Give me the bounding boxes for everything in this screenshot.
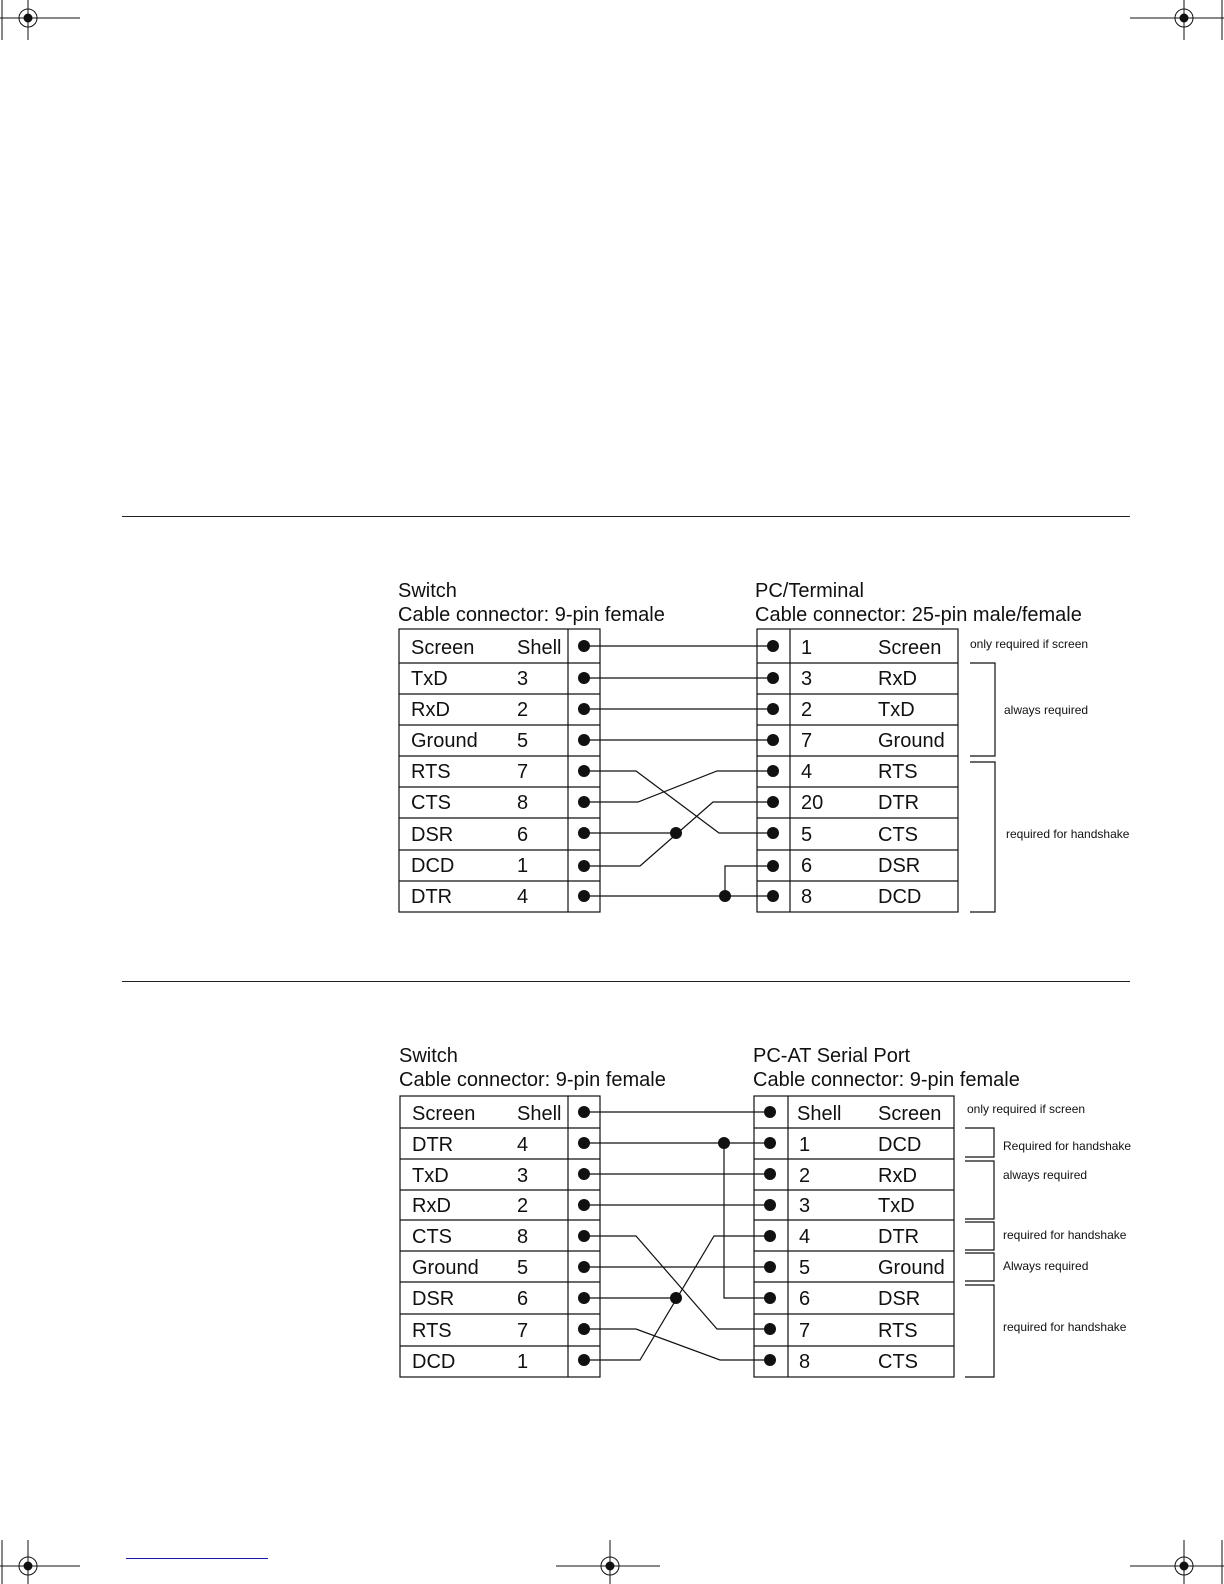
crosshair-icon	[0, 0, 80, 40]
note-brackets	[965, 1128, 994, 1377]
left-signal: DTR	[412, 1134, 454, 1156]
left-pin: 1	[517, 855, 529, 877]
right-pin: 8	[799, 1351, 811, 1373]
left-pin: 4	[517, 886, 529, 908]
wiring-diagram-2	[0, 1085, 1224, 1385]
left-signal: DSR	[411, 824, 454, 846]
right-signal: DSR	[878, 855, 921, 877]
note-label: required for handshake	[1003, 1320, 1127, 1334]
left-pin: 3	[517, 1165, 529, 1187]
section-rule	[122, 516, 1130, 517]
left-pin: 6	[517, 1288, 529, 1310]
right-signal: DCD	[878, 886, 922, 908]
right-pin: 6	[799, 1288, 811, 1310]
right-pin: 1	[799, 1134, 811, 1156]
right-signal: TxD	[878, 1195, 915, 1217]
right-pin: 3	[801, 668, 813, 690]
crosshair-icon	[1130, 0, 1224, 40]
left-pin: 7	[517, 761, 529, 783]
left-signal: Screen	[412, 1103, 476, 1125]
left-signal: RxD	[411, 699, 450, 721]
right-pin: 2	[799, 1165, 811, 1187]
left-signal: DCD	[412, 1351, 456, 1373]
right-signal: DCD	[878, 1134, 922, 1156]
diagram1-right-title: PC/Terminal	[755, 580, 864, 602]
left-signal: Ground	[412, 1257, 479, 1279]
left-pin: 2	[517, 699, 529, 721]
left-signal: RxD	[412, 1195, 451, 1217]
right-pin: 20	[801, 792, 824, 814]
right-signal: RxD	[878, 1165, 917, 1187]
left-signal: CTS	[412, 1226, 452, 1248]
right-signal: CTS	[878, 824, 918, 846]
left-signal: RTS	[412, 1320, 452, 1342]
diagram2-left-connector: Cable connector: 9-pin female	[399, 1069, 666, 1091]
crosshair-icon	[0, 1540, 80, 1584]
left-pin: 7	[517, 1320, 529, 1342]
note-label: only required if screen	[970, 637, 1089, 651]
note-label: required for handshake	[1006, 827, 1130, 841]
right-pin: 4	[799, 1226, 811, 1248]
section-rule	[122, 981, 1130, 982]
right-connector-table	[754, 1096, 954, 1377]
left-pin: 4	[517, 1134, 529, 1156]
right-pin: 6	[801, 855, 813, 877]
left-signal: Ground	[411, 730, 478, 752]
wires	[584, 646, 773, 896]
left-signal: TxD	[412, 1165, 449, 1187]
right-signal: RxD	[878, 668, 917, 690]
left-pin: 1	[517, 1351, 529, 1373]
right-signal: DTR	[878, 792, 920, 814]
diagram1-left-connector: Cable connector: 9-pin female	[398, 604, 665, 626]
left-signal: Screen	[411, 637, 475, 659]
left-signal: DSR	[412, 1288, 455, 1310]
crosshair-icon	[1130, 1540, 1224, 1584]
right-pin: 3	[799, 1195, 811, 1217]
right-signal: RTS	[878, 761, 918, 783]
note-label: always required	[1003, 1168, 1088, 1182]
right-signal: Screen	[878, 637, 942, 659]
left-pin: Shell	[517, 637, 562, 659]
left-signal: CTS	[411, 792, 451, 814]
left-pin: Shell	[517, 1103, 562, 1125]
note-label: required for handshake	[1003, 1228, 1127, 1242]
left-pin: 8	[517, 792, 529, 814]
note-label: Always required	[1003, 1259, 1089, 1273]
note-label: Required for handshake	[1003, 1139, 1132, 1153]
right-pin: 2	[801, 699, 813, 721]
left-pin: 2	[517, 1195, 529, 1217]
note-label: only required if screen	[967, 1102, 1086, 1116]
left-signal: RTS	[411, 761, 451, 783]
wiring-diagram-1	[0, 620, 1224, 920]
right-pin: 8	[801, 886, 813, 908]
left-pin: 5	[517, 1257, 529, 1279]
left-pin: 6	[517, 824, 529, 846]
right-signal: Screen	[878, 1103, 942, 1125]
right-pin: 4	[801, 761, 813, 783]
left-signal: DCD	[411, 855, 455, 877]
right-signal: DTR	[878, 1226, 920, 1248]
diagram2-right-title: PC-AT Serial Port	[753, 1045, 911, 1067]
left-signal: TxD	[411, 668, 448, 690]
crosshair-icon	[556, 1540, 660, 1584]
diagram2-right-connector: Cable connector: 9-pin female	[753, 1069, 1020, 1091]
right-pin: 1	[801, 637, 813, 659]
left-pin: 5	[517, 730, 529, 752]
right-connector-table	[757, 629, 958, 912]
left-signal: DTR	[411, 886, 453, 908]
right-signal: RTS	[878, 1320, 918, 1342]
right-pin: Shell	[797, 1103, 842, 1125]
right-pin: 5	[799, 1257, 811, 1279]
link-underline	[126, 1558, 268, 1559]
right-signal: DSR	[878, 1288, 921, 1310]
diagram2-left-title: Switch	[399, 1045, 458, 1067]
left-pin: 8	[517, 1226, 529, 1248]
diagram1-left-title: Switch	[398, 580, 457, 602]
right-signal: Ground	[878, 730, 945, 752]
note-label: always required	[1004, 703, 1089, 717]
note-brackets	[970, 663, 995, 912]
right-pin: 5	[801, 824, 813, 846]
wires	[584, 1112, 770, 1360]
diagram1-right-connector: Cable connector: 25-pin male/female	[755, 604, 1082, 626]
right-pin: 7	[801, 730, 813, 752]
left-pin: 3	[517, 668, 529, 690]
right-signal: CTS	[878, 1351, 918, 1373]
right-pin: 7	[799, 1320, 811, 1342]
right-signal: Ground	[878, 1257, 945, 1279]
right-signal: TxD	[878, 699, 915, 721]
